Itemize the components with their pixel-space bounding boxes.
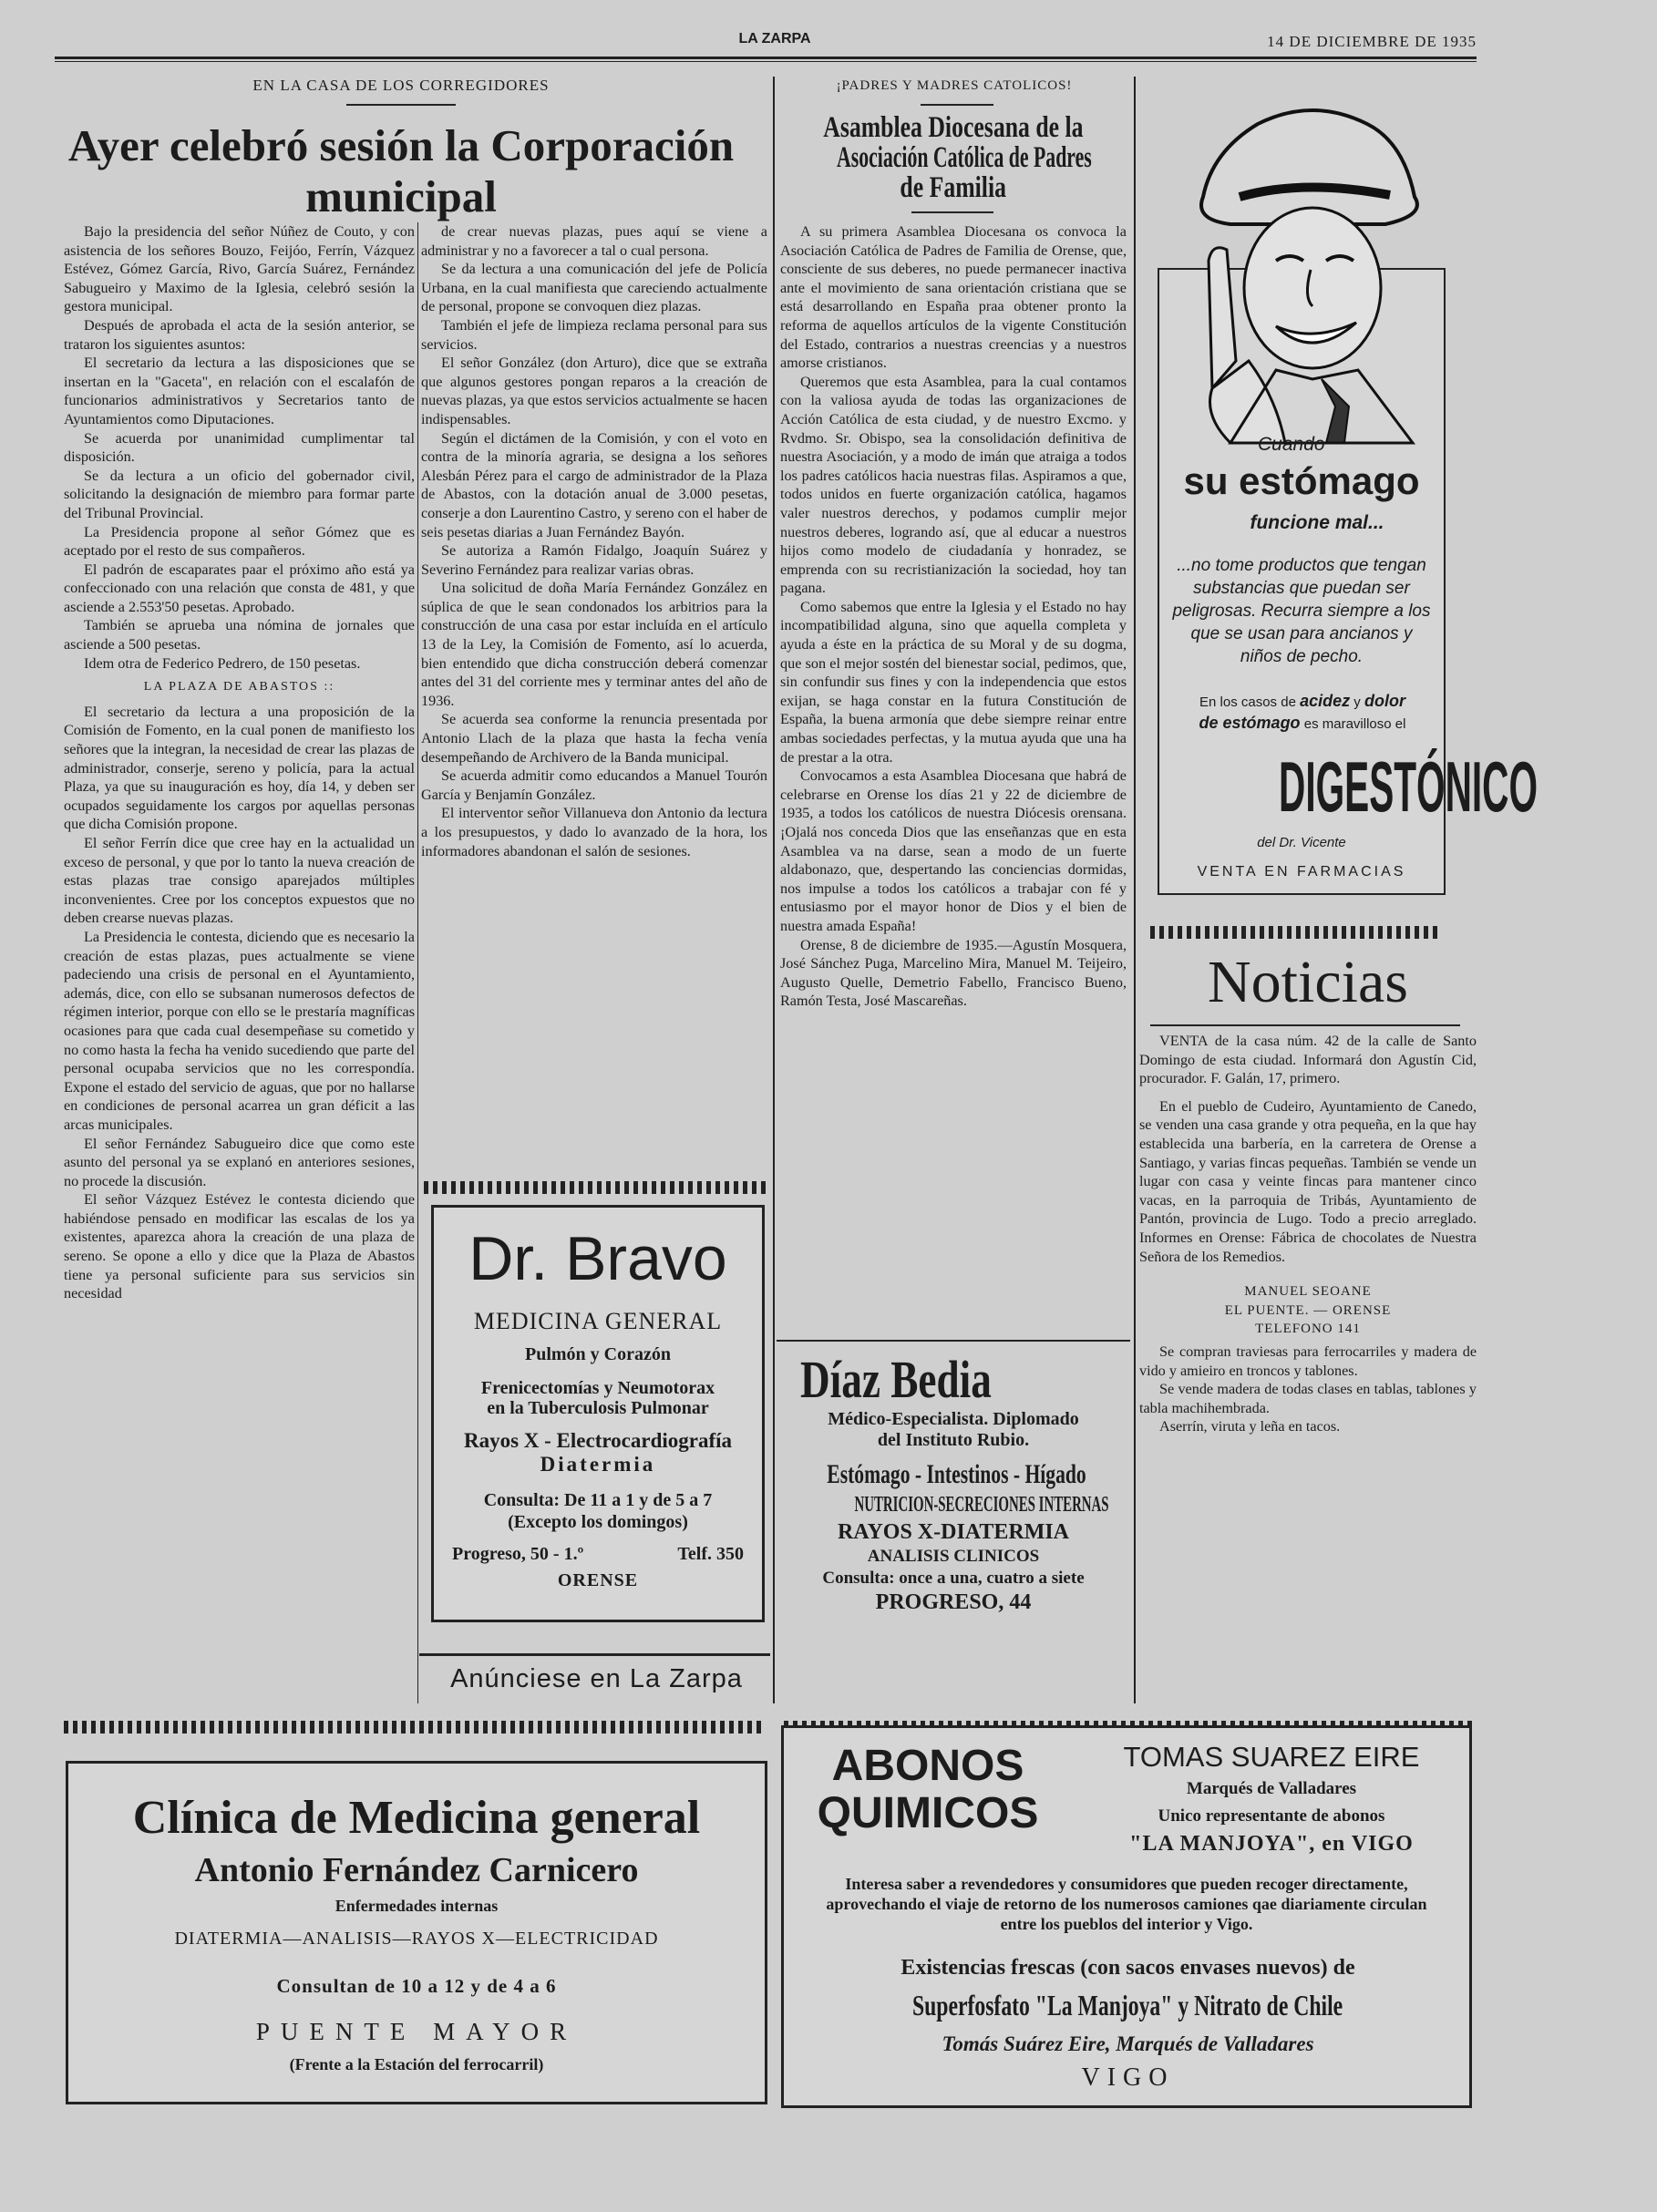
column-divider [1134,77,1136,1703]
diaz-line4-text: NUTRICION-SECRECIONES INTERNAS [854,1493,1109,1517]
seoane-name: MANUEL SEOANE [1244,1284,1372,1300]
diaz-line1: Médico-Especialista. Diplomado [828,1409,1079,1429]
digestonico-brand-text: DIGESTÓNICO [1279,746,1538,827]
middle-headline-text-1: Asamblea Diocesana de la [823,111,1084,144]
bravo-line5: Diatermia [540,1453,656,1476]
digestonico-cases-c: y [1353,694,1361,710]
self-promo: Anúnciese en La Zarpa [450,1664,743,1693]
bravo-hours: Consulta: De 11 a 1 y de 5 a 7 [483,1490,713,1510]
noticias-item: Se vende madera de todas clases en tablas, tablones y tabla machihembrada. [1139,1381,1477,1416]
digestonico-body: ...no tome productos que tengan substancias que puedan ser peligrosas. Recurra siempre a los que se usan para ancianos y niños de pecho. [1172,556,1431,666]
masthead-rule-thin [55,61,1477,62]
middle-para: Convocamos a esta Asamblea Diocesana que habrá de celebrarse en Orense los días 21 y 22 de diciembre de 1935, a todos los católicos de nuestra Diócesis orensana. ¡Ojalá nos conceda Dios que las enseñanzas que en esta Asamblea va na darse, sean a modo de un fuerte aldabonazo, que, despertando las conciencias dormidas, nos impulse a todos los católicos a trabajar con fé y entusiasmo por el mayor honor de Dios y el bien de nuestra amada España! [780,767,1127,934]
diaz-name [800,1351,1130,1409]
middle-para: Orense, 8 de diciembre de 1935.—Agustín Mosquera, José Sánchez Puga, Marcelino Mira, Manuel M. Teijeiro, Augusto Quelle, Demetrio Fabello, Francisco Bueno, Ramón Testa, José Mascareñas. [780,936,1127,1010]
left-article-col2 [421,222,767,1170]
diaz-line4 [777,1491,1130,1518]
col1-para: El señor Vázquez Estévez le contesta diciendo que habiéndose pensado en modificar las escalas de los ya existentes, aparezca ahora la creación de una plaza de sereno. Se opone a ello y dice que la Plaza de Abastos tiene ya personal suficiente para sus servicios sin necesidad [64,1191,415,1302]
noticias-item: En el pueblo de Cudeiro, Ayuntamiento de Canedo, se venden una casa grande y otra pequeña, en la que hay establecida una barbería, en la carretera de Orense a Santiago, y varias fincas pequeñas. También se vende un lugar con casa y veinte fincas para mantener cinco vacas, en la parroquia de Tribás, Ayuntamiento de Pantón, provincia de Lugo. Todo a precio arreglado. Informes en Orense: Fábrica de chocolates de Nuestra Señora de los Remedios. [1139,1097,1477,1265]
abonos-products [793,1989,1463,2022]
finger-icon [1209,248,1236,388]
col2-para: El interventor señor Villanueva don Antonio da lectura a los presupuestos, y dado lo avanzado de la hora, los informadores abandonan el salón de sesiones. [421,805,767,859]
bravo-line2: Frenicectomías y Neumotorax [480,1378,715,1398]
clinica-hours: Consultan de 10 a 12 y de 4 a 6 [276,1975,557,1997]
noticias-title: Noticias [1208,949,1408,1015]
ad-dr-bravo [431,1205,765,1622]
col1-para: El señor Fernández Sabugueiro dice que como este asunto del personal ya se explanó en anteriores sesiones, no procede la discusión. [64,1135,415,1189]
abonos-city: VIGO [1081,2063,1175,2092]
col2-para: Una solicitud de doña María Fernández González en súplica de que le sean condonados los arbitrios para la construcción de una casa por estar incluída en el artículo 13 de la Ley, la Comisión de Fomento, así lo acuerda, bien entendido que dicha construcción deberá comenzar antes del 31 del corriente mes y terminar antes del año de 1936. [421,580,767,709]
col2-para: Se acuerda sea conforme la renuncia presentada por Antonio Llach de la plaza que hasta la fecha venía desempeñando de Archivero de la Banda municipal. [421,711,767,766]
abonos-contact: Tomás Suárez Eire, Marqués de Valladares [942,2032,1314,2055]
clinica-title: Clínica de Medicina general [132,1792,701,1844]
dotted-separator [424,1181,766,1194]
ad-clinica [66,1761,767,2104]
col1-para: El padrón de escaparates paar el próximo año está ya confeccionado con una relación que consta de 481, y que asciende a 2.553'50 pesetas. Aprobado. [64,561,415,615]
kicker-rule [346,104,456,106]
bravo-hours-note: (Excepto los domingos) [508,1512,688,1532]
abonos-brand: "LA MANJOYA", en VIGO [1129,1832,1414,1856]
abonos-stock: Existencias frescas (con sacos envases nuevos) de [901,1956,1355,1980]
col1-para: El secretario da lectura a una proposición de la Comisión de Fomento, en la cual ponen de manifiesto los señores que la integran, la necesidad de crear las plazas de administrador, conserje, sereno y policía, para la actual Plaza, ya que su inauguración es hoy, día 14, y deben ser ocupados seguidamente los cargos por aquellas personas que dicha Comisión propone. [64,703,415,833]
abonos-seller: TOMAS SUAREZ EIRE [1123,1741,1420,1773]
abonos-rep: Unico representante de abonos [1158,1806,1385,1826]
diaz-line3-text: Estómago - Intestinos - Hígado [827,1459,1086,1489]
promo-rule [419,1653,770,1656]
abonos-body: Interesa saber a revendedores y consumidores que pueden recoger directamente, aprovechando el viaje de retorno de los numerosos camiones qae diariamente circulan entre los pueblos del interior y Vigo. [826,1875,1427,1933]
clinica-specialty: Enfermedades internas [334,1897,499,1915]
middle-para: Como sabemos que entre la Iglesia y el Estado no hay incompatibilidad alguna, sino que aquella completa y ayuda a éste en la práctica de su Moral y de su dogma, que son el mejor sostén del bienestar social, pedimos, que, sin confundir sus fines y con la independencia que estos exijan, se haga constar en la futura Constitución de España, la buena armonía que debe siempre reinar entre ambas sociedades perfectas, y la mutua ayuda que una ha de prestar a la otra. [780,598,1127,766]
diaz-name-text: Díaz Bedia [800,1350,992,1409]
digestonico-cases [1163,691,1442,735]
clinica-services: DIATERMIA—ANALISIS—RAYOS X—ELECTRICIDAD [174,1929,659,1949]
col1-para: Se da lectura a un oficio del gobernador civil, solicitando la designación de miembro para formar parte del Tribunal Provincial. [64,467,415,521]
dotted-separator [1150,926,1442,939]
digestonico-subhead: funcione mal... [1250,512,1384,533]
left-article-col1 [64,222,415,1703]
ad-diaz-bedia [777,1340,1130,1668]
middle-article-kicker: ¡PADRES Y MADRES CATOLICOS! [836,78,1073,93]
kicker-rule [921,104,993,106]
diaz-line7: Consulta: once a una, cuatro a siete [822,1569,1085,1588]
noticias-body [1139,1032,1477,1670]
abonos-products-text: Superfosfato "La Manjoya" y Nitrato de Chile [912,1989,1343,2022]
col1-para: Bajo la presidencia del señor Núñez de Couto, y con asistencia de los señores Bouzo, Feijóo, Ferrín, Vázquez Estévez, Gómez García, Rivo, García Suárez, Fernández Sabugueiro y Maximo de la Iglesia, celebró sesión la gestora municipal. [64,223,415,315]
digestonico-cases-b: es maravilloso el [1303,716,1406,732]
col1-para: Después de aprobada el acta de la sesión anterior, se trataron los siguientes asuntos: [64,316,415,353]
middle-headline-text-2: Asociación Católica de Padres [837,141,1092,174]
col1-para: También se aprueba una nómina de jornales que asciende a 500 pesetas. [64,617,415,653]
col2-para: de crear nuevas plazas, pues aquí se viene a administrar y no a favorecer a tal o cual persona. [421,223,767,259]
middle-para: A su primera Asamblea Diocesana os convoca la Asociación Católica de Padres de Familia de Orense, que, consciente de sus deberes, no puede permanecer inactiva ante el movimiento de sana orientación cristiana que se está desarrollando en España praa obtener pronto la reforma de aquellos artículos de la vigente Constitución del Estado, contrarios a nuestras creencias y a nuestros amorse cristianos. [780,223,1127,372]
headline-rule [911,211,993,213]
middle-article-headline [771,113,1136,203]
column-divider [417,222,418,1703]
bravo-line3: en la Tuberculosis Pulmonar [487,1398,709,1418]
col2-para: Se acuerda admitir como educandos a Manuel Tourón García y Benjamín González. [421,767,767,803]
col2-para: Según el dictámen de la Comisión, y con el voto en contra de la minoría agraria, se designa a los señores Alesbán Pérez para el cargo de administrador de la Plaza de Abastos, con la dotación anual de 3.000 pesetas, conserje a don Laurentino Castro, y sereno con el haber de seis pesetas diarias a Juan Fernández Bayón. [421,429,767,540]
masthead-rule [55,57,1477,59]
masthead-date: 14 DE DICIEMBRE DE 1935 [1267,33,1477,50]
bravo-line1: Pulmón y Corazón [525,1344,671,1364]
col1-para: Idem otra de Federico Pedrero, de 150 pesetas. [84,654,361,672]
left-article-kicker: EN LA CASA DE LOS CORREGIDORES [252,77,550,94]
bravo-specialty: MEDICINA GENERAL [473,1308,723,1334]
digestonico-footer: VENTA EN FARMACIAS [1197,864,1406,880]
clinica-doctor: Antonio Fernández Carnicero [194,1851,639,1889]
noticias-rule [1150,1024,1460,1026]
middle-para: Queremos que esta Asamblea, para la cual contamos con la valiosa ayuda de todas las organizaciones de Acción Católica de esta ciudad, y de nuestro Excmo. y Rvdmo. Sr. Obispo, sea la consolidación definitiva de nuestra Asociación, y a modo de imán que atraiga a todos los padres católicos hacia nuestras filas. Aspiramos a que, todos unidos en fuerte organización católica, hagamos valer nuestros derechos, y podamos cumplir mejor nuestros deberes, logrando así, que al educar a nuestros hijos como modelo de ciudadanía y honradez, se emprenda con su recristianización la sociedad, hoy tan pagana. [780,373,1127,597]
headline-line-1: Ayer celebró sesión la Corporación [67,120,735,170]
abonos-title [786,1743,1070,1837]
bravo-address-row [434,1544,762,1565]
bravo-city: ORENSE [557,1570,639,1590]
ad-abonos [781,1725,1472,2108]
col2-para: El señor González (don Arturo), dice que se extraña que algunos gestores pongan reparos a la creación de nuevas plazas, ya que estos servicios actualmente se hacen indispensables. [421,355,767,427]
digestonico-headline: su estómago [1183,459,1420,502]
col1-para: Se acuerda por unanimidad cumplimentar tal disposición. [64,429,415,466]
abonos-seller-address: Marqués de Valladares [1186,1779,1357,1798]
col1-para: El secretario da lectura a las disposiciones que se insertan en la "Gaceta", en relación con el escalafón de funcionarios administrativos y Secretarios tanto de Ayuntamientos como Diputaciones. [64,355,415,427]
col1-para: El señor Ferrín dice que cree hay en la actualidad un exceso de personal, y que por lo tanto la nueva creación de estas plazas trae consigo aparejados múltiples inconvenientes. Cree por los conceptos expuestos que no deben crearse nuevas plazas. [64,835,415,927]
col1-para: La Presidencia le contesta, diciendo que es necesario la creación de estas plazas, pues actualmente se viene padeciendo una crisis de personal en el Ayuntamiento, además, dice, con ello se subsanan numerosos defectos de régimen interior, porque con ello se le prestaría magníficas ocasiones para que cada cual desempeñase su cometido y no como hasta la fecha ha venido sucediendo que parte del personal ocupaba servicios que no les correspondía. Expone el estado del servicio de aguas, que por no hallarse en condiciones de personal acarrea un gran déficit a las arcas municipales. [64,928,415,1133]
abonos-title-2: QUIMICOS [817,1789,1039,1837]
seoane-phone: TELEFONO 141 [1255,1322,1361,1337]
digestonico-dolor: dolor [1364,692,1405,710]
middle-headline-line-1 [771,113,1136,143]
col1-para: La Presidencia propone al señor Gómez que es aceptado por el resto de sus compañeros. [64,523,415,560]
digestonico-estomago: de estómago [1199,714,1301,732]
subhead-plaza-abastos: LA PLAZA DE ABASTOS :: [143,680,335,694]
col2-para: También el jefe de limpieza reclama personal para sus servicios. [421,316,767,353]
seoane-address: EL PUENTE. — ORENSE [1224,1302,1392,1318]
diaz-line2: del Instituto Rubio. [877,1430,1030,1450]
middle-article-body [780,222,1127,1327]
headline-line-2: municipal [305,171,497,221]
left-article-headline [55,120,747,222]
bravo-name: Dr. Bravo [468,1224,727,1293]
dotted-separator [64,1721,766,1734]
middle-headline-line-2 [771,143,1136,173]
bravo-line4: Rayos X - Electrocardiografía [463,1429,733,1452]
digestonico-maker: del Dr. Vicente [1257,835,1346,850]
digestonico-brand [1159,746,1538,827]
man-with-hat-illustration [1176,87,1440,443]
middle-headline-text-3: de Familia [900,171,1007,204]
clinica-note: (Frente a la Estación del ferrocarril) [289,2055,544,2073]
col2-para: Se autoriza a Ramón Fidalgo, Joaquín Suárez y Severino Fernández para realizar varias obras. [421,542,767,578]
column-divider [773,77,775,1703]
diaz-line8: PROGRESO, 44 [875,1590,1032,1614]
middle-headline-line-3 [771,173,1136,203]
bravo-address: Progreso, 50 - 1.º [452,1544,584,1564]
digestonico-acidez: acidez [1300,692,1351,710]
diaz-line3 [777,1458,1130,1491]
diaz-line6: ANALISIS CLINICOS [867,1547,1040,1566]
noticias-item: VENTA de la casa núm. 42 de la calle de Santo Domingo de esta ciudad. Informará don Agustín Cid, procurador. F. Galán, 17, primero. [1139,1033,1477,1087]
col2-para: Se da lectura a una comunicación del jefe de Policía Urbana, en la cual manifiesta que careciendo actualmente de personal, propone se convoquen diez plazas. [421,261,767,315]
masthead-paper: LA ZARPA [738,31,811,46]
digestonico-cuando: Cuando [1258,434,1325,455]
digestonico-cases-a: En los casos de [1199,694,1296,710]
bravo-phone: Telf. 350 [677,1544,744,1564]
clinica-address: PUENTE MAYOR [255,2018,578,2045]
diaz-line5: RAYOS X-DIATERMIA [837,1520,1070,1544]
noticias-item: Se compran traviesas para ferrocarriles y madera de vido y amieiro en troncos y tablones. [1139,1343,1477,1379]
abonos-title-1: ABONOS [831,1742,1024,1790]
noticias-item: Aserrín, viruta y leña en tacos. [1159,1418,1341,1435]
